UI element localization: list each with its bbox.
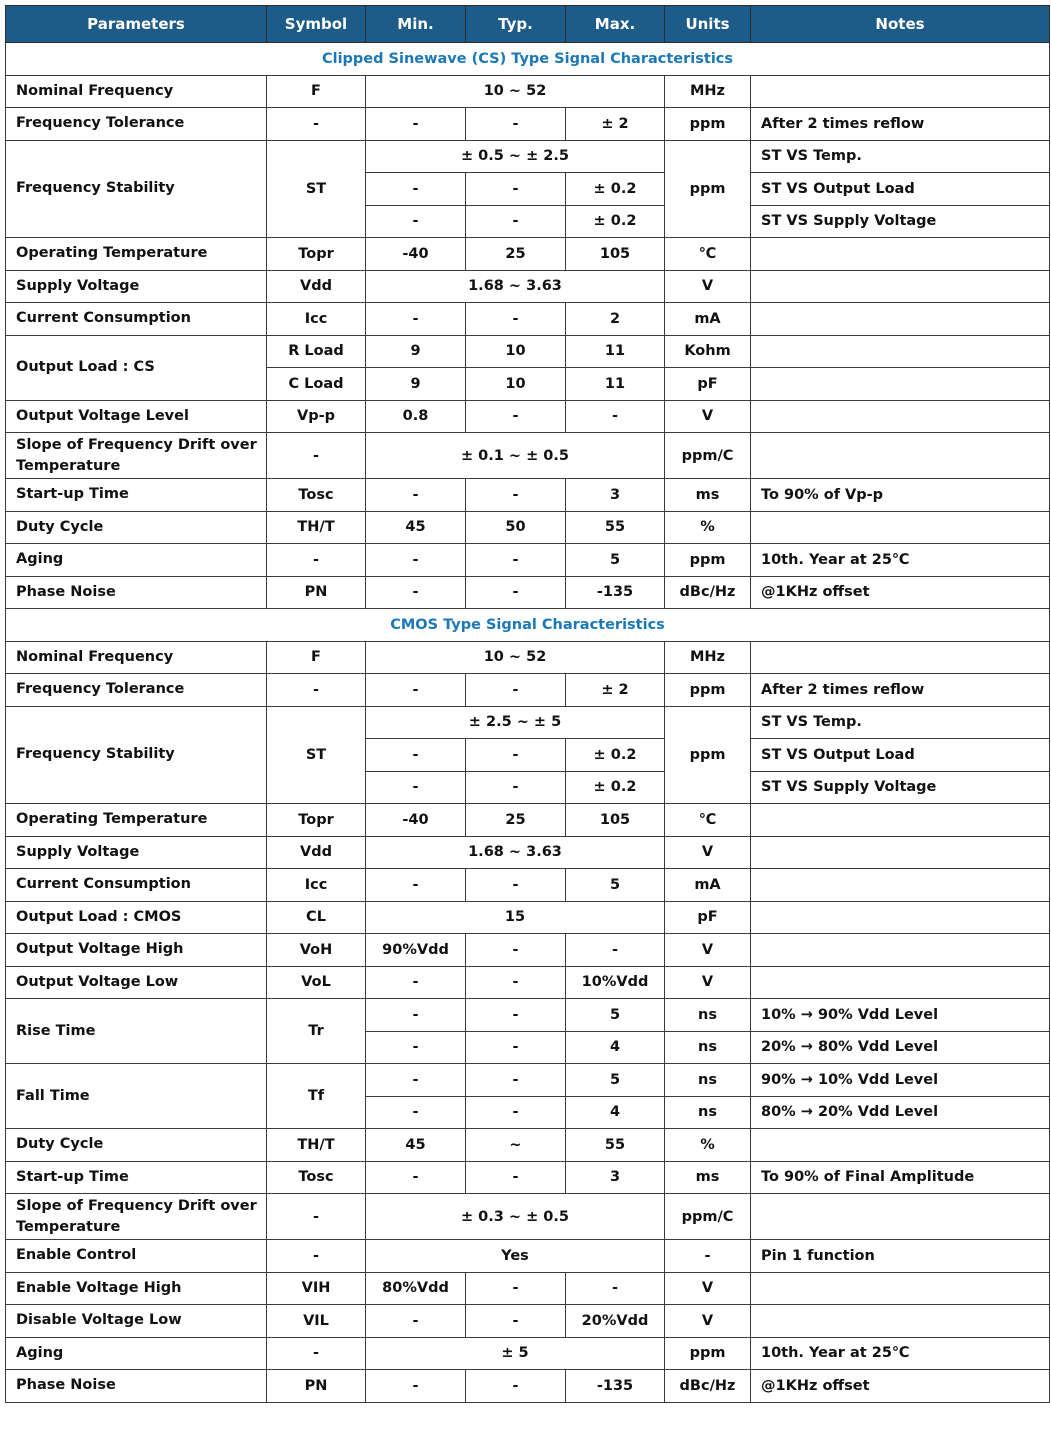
param-cell: Nominal Frequency: [6, 641, 267, 674]
max-cell: -: [566, 934, 665, 967]
table-row: [6, 934, 1050, 967]
header-typ: Typ.: [466, 6, 566, 43]
param-cell: Supply Voltage: [6, 836, 267, 869]
unit-cell: ns: [665, 1031, 751, 1064]
max-cell: 55: [566, 511, 665, 544]
symbol-cell: ST: [267, 706, 366, 804]
table-row: [6, 1161, 1050, 1194]
symbol-cell: Tf: [267, 1064, 366, 1129]
unit-cell: dBc/Hz: [665, 1370, 751, 1403]
param-cell: Output Voltage Low: [6, 966, 267, 999]
typ-cell: -: [466, 1031, 566, 1064]
min-cell: -: [366, 1096, 466, 1129]
min-cell: -: [366, 108, 466, 141]
unit-cell: V: [665, 836, 751, 869]
note-cell: [751, 1272, 1050, 1305]
note-cell: ST VS Output Load: [751, 173, 1050, 206]
note-cell: After 2 times reflow: [751, 674, 1050, 707]
min-cell: -: [366, 1064, 466, 1097]
note-cell: 10% → 90% Vdd Level: [751, 999, 1050, 1032]
unit-cell: ppm: [665, 108, 751, 141]
max-cell: 11: [566, 335, 665, 368]
param-cell: Frequency Tolerance: [6, 674, 267, 707]
range-cell: ± 0.1 ~ ± 0.5: [366, 433, 665, 479]
min-cell: -: [366, 999, 466, 1032]
param-cell: Slope of Frequency Drift over Temperature: [6, 433, 267, 479]
note-cell: 20% → 80% Vdd Level: [751, 1031, 1050, 1064]
unit-cell: V: [665, 1305, 751, 1338]
symbol-cell: PN: [267, 576, 366, 609]
table-row: [6, 869, 1050, 902]
min-cell: -: [366, 576, 466, 609]
unit-cell: ppm: [665, 1337, 751, 1370]
note-cell: @1KHz offset: [751, 576, 1050, 609]
symbol-cell: CL: [267, 901, 366, 934]
range-cell: 10 ~ 52: [366, 75, 665, 108]
typ-cell: -: [466, 869, 566, 902]
unit-cell: ns: [665, 999, 751, 1032]
symbol-cell: Tosc: [267, 479, 366, 512]
symbol-cell: Icc: [267, 869, 366, 902]
typ-cell: -: [466, 1305, 566, 1338]
symbol-cell: Vp-p: [267, 400, 366, 433]
range-cell: 1.68 ~ 3.63: [366, 270, 665, 303]
typ-cell: -: [466, 1161, 566, 1194]
range-cell: 10 ~ 52: [366, 641, 665, 674]
symbol-cell: -: [267, 1240, 366, 1273]
max-cell: 4: [566, 1096, 665, 1129]
note-cell: ST VS Supply Voltage: [751, 771, 1050, 804]
table-row: [6, 836, 1050, 869]
header-min: Min.: [366, 6, 466, 43]
symbol-cell: F: [267, 75, 366, 108]
table-row: [6, 1272, 1050, 1305]
unit-cell: ℃: [665, 804, 751, 837]
typ-cell: -: [466, 771, 566, 804]
table-row: [6, 999, 1050, 1032]
param-cell: Nominal Frequency: [6, 75, 267, 108]
section-row: [6, 43, 1050, 76]
header-parameters: Parameters: [6, 6, 267, 43]
note-cell: 80% → 20% Vdd Level: [751, 1096, 1050, 1129]
typ-cell: 10: [466, 368, 566, 401]
unit-cell: dBc/Hz: [665, 576, 751, 609]
note-cell: 10th. Year at 25℃: [751, 544, 1050, 577]
table-row: [6, 400, 1050, 433]
section-row: [6, 609, 1050, 642]
param-cell: Disable Voltage Low: [6, 1305, 267, 1338]
note-cell: ST VS Output Load: [751, 739, 1050, 772]
min-cell: 9: [366, 335, 466, 368]
max-cell: -135: [566, 576, 665, 609]
table-row: [6, 335, 1050, 368]
note-cell: [751, 641, 1050, 674]
note-cell: ST VS Supply Voltage: [751, 205, 1050, 238]
max-cell: 105: [566, 238, 665, 271]
min-cell: -: [366, 1161, 466, 1194]
header-max: Max.: [566, 6, 665, 43]
typ-cell: -: [466, 1272, 566, 1305]
unit-cell: ppm/C: [665, 433, 751, 479]
min-cell: -: [366, 739, 466, 772]
max-cell: -: [566, 400, 665, 433]
typ-cell: 25: [466, 804, 566, 837]
param-cell: Frequency Tolerance: [6, 108, 267, 141]
symbol-cell: ST: [267, 140, 366, 238]
symbol-cell: VoL: [267, 966, 366, 999]
note-cell: To 90% of Final Amplitude: [751, 1161, 1050, 1194]
param-cell: Current Consumption: [6, 303, 267, 336]
unit-cell: V: [665, 966, 751, 999]
note-cell: ST VS Temp.: [751, 140, 1050, 173]
table-row: [6, 270, 1050, 303]
range-cell: 1.68 ~ 3.63: [366, 836, 665, 869]
min-cell: 90%Vdd: [366, 934, 466, 967]
param-cell: Output Load : CS: [6, 335, 267, 400]
symbol-cell: PN: [267, 1370, 366, 1403]
note-cell: 10th. Year at 25℃: [751, 1337, 1050, 1370]
unit-cell: ppm: [665, 544, 751, 577]
table-row: [6, 479, 1050, 512]
table-row: [6, 238, 1050, 271]
min-cell: -40: [366, 804, 466, 837]
min-cell: 80%Vdd: [366, 1272, 466, 1305]
note-cell: [751, 368, 1050, 401]
max-cell: ± 0.2: [566, 173, 665, 206]
note-cell: [751, 270, 1050, 303]
typ-cell: -: [466, 108, 566, 141]
table-row: [6, 303, 1050, 336]
symbol-cell: F: [267, 641, 366, 674]
min-cell: 0.8: [366, 400, 466, 433]
unit-cell: V: [665, 270, 751, 303]
param-cell: Aging: [6, 544, 267, 577]
typ-cell: -: [466, 1064, 566, 1097]
note-cell: [751, 934, 1050, 967]
unit-cell: ms: [665, 479, 751, 512]
range-cell: ± 0.5 ~ ± 2.5: [366, 140, 665, 173]
max-cell: 20%Vdd: [566, 1305, 665, 1338]
symbol-cell: Tosc: [267, 1161, 366, 1194]
param-cell: Fall Time: [6, 1064, 267, 1129]
min-cell: -: [366, 303, 466, 336]
unit-cell: ppm: [665, 706, 751, 804]
param-cell: Current Consumption: [6, 869, 267, 902]
param-cell: Operating Temperature: [6, 804, 267, 837]
typ-cell: -: [466, 1370, 566, 1403]
min-cell: -: [366, 479, 466, 512]
symbol-cell: R Load: [267, 335, 366, 368]
max-cell: ± 0.2: [566, 771, 665, 804]
symbol-cell: Tr: [267, 999, 366, 1064]
note-cell: [751, 511, 1050, 544]
unit-cell: %: [665, 511, 751, 544]
typ-cell: -: [466, 400, 566, 433]
unit-cell: pF: [665, 368, 751, 401]
note-cell: Pin 1 function: [751, 1240, 1050, 1273]
range-cell: ± 5: [366, 1337, 665, 1370]
note-cell: [751, 238, 1050, 271]
unit-cell: ppm: [665, 674, 751, 707]
unit-cell: Kohm: [665, 335, 751, 368]
unit-cell: %: [665, 1129, 751, 1162]
table-row: [6, 1305, 1050, 1338]
param-cell: Duty Cycle: [6, 511, 267, 544]
unit-cell: MHz: [665, 75, 751, 108]
max-cell: 2: [566, 303, 665, 336]
symbol-cell: C Load: [267, 368, 366, 401]
unit-cell: V: [665, 1272, 751, 1305]
param-cell: Phase Noise: [6, 576, 267, 609]
table-row: [6, 108, 1050, 141]
table-row: [6, 804, 1050, 837]
unit-cell: V: [665, 400, 751, 433]
table-row: [6, 75, 1050, 108]
table-row: [6, 433, 1050, 479]
unit-cell: ns: [665, 1064, 751, 1097]
param-cell: Enable Control: [6, 1240, 267, 1273]
symbol-cell: TH/T: [267, 1129, 366, 1162]
param-cell: Enable Voltage High: [6, 1272, 267, 1305]
typ-cell: -: [466, 934, 566, 967]
table-row: [6, 1370, 1050, 1403]
table-row: [6, 966, 1050, 999]
typ-cell: -: [466, 999, 566, 1032]
note-cell: [751, 433, 1050, 479]
max-cell: 5: [566, 869, 665, 902]
unit-cell: ppm/C: [665, 1194, 751, 1240]
max-cell: 55: [566, 1129, 665, 1162]
note-cell: After 2 times reflow: [751, 108, 1050, 141]
symbol-cell: -: [267, 108, 366, 141]
typ-cell: 50: [466, 511, 566, 544]
typ-cell: -: [466, 303, 566, 336]
max-cell: 3: [566, 1161, 665, 1194]
note-cell: [751, 75, 1050, 108]
note-cell: [751, 1194, 1050, 1240]
min-cell: -: [366, 674, 466, 707]
unit-cell: ns: [665, 1096, 751, 1129]
max-cell: ± 2: [566, 108, 665, 141]
table-row: [6, 1194, 1050, 1240]
table-row: [6, 1064, 1050, 1097]
symbol-cell: Icc: [267, 303, 366, 336]
note-cell: [751, 804, 1050, 837]
typ-cell: -: [466, 739, 566, 772]
typ-cell: -: [466, 173, 566, 206]
unit-cell: ms: [665, 1161, 751, 1194]
note-cell: 90% → 10% Vdd Level: [751, 1064, 1050, 1097]
note-cell: [751, 400, 1050, 433]
symbol-cell: -: [267, 544, 366, 577]
min-cell: 45: [366, 1129, 466, 1162]
note-cell: @1KHz offset: [751, 1370, 1050, 1403]
unit-cell: MHz: [665, 641, 751, 674]
min-cell: -: [366, 205, 466, 238]
param-cell: Output Voltage Level: [6, 400, 267, 433]
min-cell: -: [366, 966, 466, 999]
table-row: [6, 706, 1050, 739]
table-row: [6, 901, 1050, 934]
table-row: [6, 576, 1050, 609]
table-row: [6, 641, 1050, 674]
table-row: [6, 140, 1050, 173]
typ-cell: -: [466, 966, 566, 999]
min-cell: -: [366, 1305, 466, 1338]
note-cell: To 90% of Vp-p: [751, 479, 1050, 512]
note-cell: ST VS Temp.: [751, 706, 1050, 739]
min-cell: -: [366, 869, 466, 902]
param-cell: Operating Temperature: [6, 238, 267, 271]
max-cell: 5: [566, 544, 665, 577]
table-row: [6, 674, 1050, 707]
symbol-cell: -: [267, 1337, 366, 1370]
symbol-cell: Topr: [267, 804, 366, 837]
typ-cell: -: [466, 205, 566, 238]
min-cell: -: [366, 544, 466, 577]
max-cell: 4: [566, 1031, 665, 1064]
min-cell: 45: [366, 511, 466, 544]
param-cell: Start-up Time: [6, 1161, 267, 1194]
note-cell: [751, 901, 1050, 934]
param-cell: Rise Time: [6, 999, 267, 1064]
unit-cell: V: [665, 934, 751, 967]
param-cell: Supply Voltage: [6, 270, 267, 303]
min-cell: 9: [366, 368, 466, 401]
cs-section-title: Clipped Sinewave (CS) Type Signal Characteristics: [6, 43, 1050, 76]
symbol-cell: Vdd: [267, 836, 366, 869]
max-cell: 10%Vdd: [566, 966, 665, 999]
max-cell: 5: [566, 999, 665, 1032]
unit-cell: mA: [665, 303, 751, 336]
symbol-cell: VIH: [267, 1272, 366, 1305]
unit-cell: ℃: [665, 238, 751, 271]
typ-cell: -: [466, 544, 566, 577]
range-cell: 15: [366, 901, 665, 934]
typ-cell: ~: [466, 1129, 566, 1162]
param-cell: Slope of Frequency Drift over Temperature: [6, 1194, 267, 1240]
min-cell: -: [366, 771, 466, 804]
max-cell: ± 2: [566, 674, 665, 707]
symbol-cell: VIL: [267, 1305, 366, 1338]
min-cell: -: [366, 173, 466, 206]
typ-cell: -: [466, 1096, 566, 1129]
param-cell: Phase Noise: [6, 1370, 267, 1403]
unit-cell: -: [665, 1240, 751, 1273]
range-cell: ± 2.5 ~ ± 5: [366, 706, 665, 739]
symbol-cell: Topr: [267, 238, 366, 271]
param-cell: Aging: [6, 1337, 267, 1370]
note-cell: [751, 335, 1050, 368]
max-cell: 3: [566, 479, 665, 512]
max-cell: 5: [566, 1064, 665, 1097]
header-symbol: Symbol: [267, 6, 366, 43]
table-row: [6, 1240, 1050, 1273]
param-cell: Start-up Time: [6, 479, 267, 512]
typ-cell: -: [466, 674, 566, 707]
typ-cell: 10: [466, 335, 566, 368]
max-cell: -: [566, 1272, 665, 1305]
min-cell: -: [366, 1031, 466, 1064]
max-cell: ± 0.2: [566, 739, 665, 772]
max-cell: 105: [566, 804, 665, 837]
note-cell: [751, 1305, 1050, 1338]
max-cell: -135: [566, 1370, 665, 1403]
table-row: [6, 544, 1050, 577]
unit-cell: ppm: [665, 140, 751, 238]
range-cell: ± 0.3 ~ ± 0.5: [366, 1194, 665, 1240]
unit-cell: pF: [665, 901, 751, 934]
max-cell: ± 0.2: [566, 205, 665, 238]
table-row: [6, 1129, 1050, 1162]
cmos-section-title: CMOS Type Signal Characteristics: [6, 609, 1050, 642]
typ-cell: -: [466, 576, 566, 609]
header-units: Units: [665, 6, 751, 43]
min-cell: -: [366, 1370, 466, 1403]
table-row: [6, 511, 1050, 544]
param-cell: Duty Cycle: [6, 1129, 267, 1162]
note-cell: [751, 836, 1050, 869]
header-row: [6, 6, 1050, 43]
symbol-cell: -: [267, 1194, 366, 1240]
note-cell: [751, 1129, 1050, 1162]
typ-cell: -: [466, 479, 566, 512]
param-cell: Output Voltage High: [6, 934, 267, 967]
specifications-table: [5, 5, 1050, 1403]
max-cell: 11: [566, 368, 665, 401]
unit-cell: mA: [665, 869, 751, 902]
param-cell: Frequency Stability: [6, 140, 267, 238]
symbol-cell: -: [267, 433, 366, 479]
symbol-cell: TH/T: [267, 511, 366, 544]
note-cell: [751, 966, 1050, 999]
note-cell: [751, 303, 1050, 336]
symbol-cell: VoH: [267, 934, 366, 967]
table-row: [6, 1337, 1050, 1370]
symbol-cell: -: [267, 674, 366, 707]
typ-cell: 25: [466, 238, 566, 271]
header-notes: Notes: [751, 6, 1050, 43]
param-cell: Output Load : CMOS: [6, 901, 267, 934]
min-cell: -40: [366, 238, 466, 271]
note-cell: [751, 869, 1050, 902]
range-cell: Yes: [366, 1240, 665, 1273]
param-cell: Frequency Stability: [6, 706, 267, 804]
symbol-cell: Vdd: [267, 270, 366, 303]
